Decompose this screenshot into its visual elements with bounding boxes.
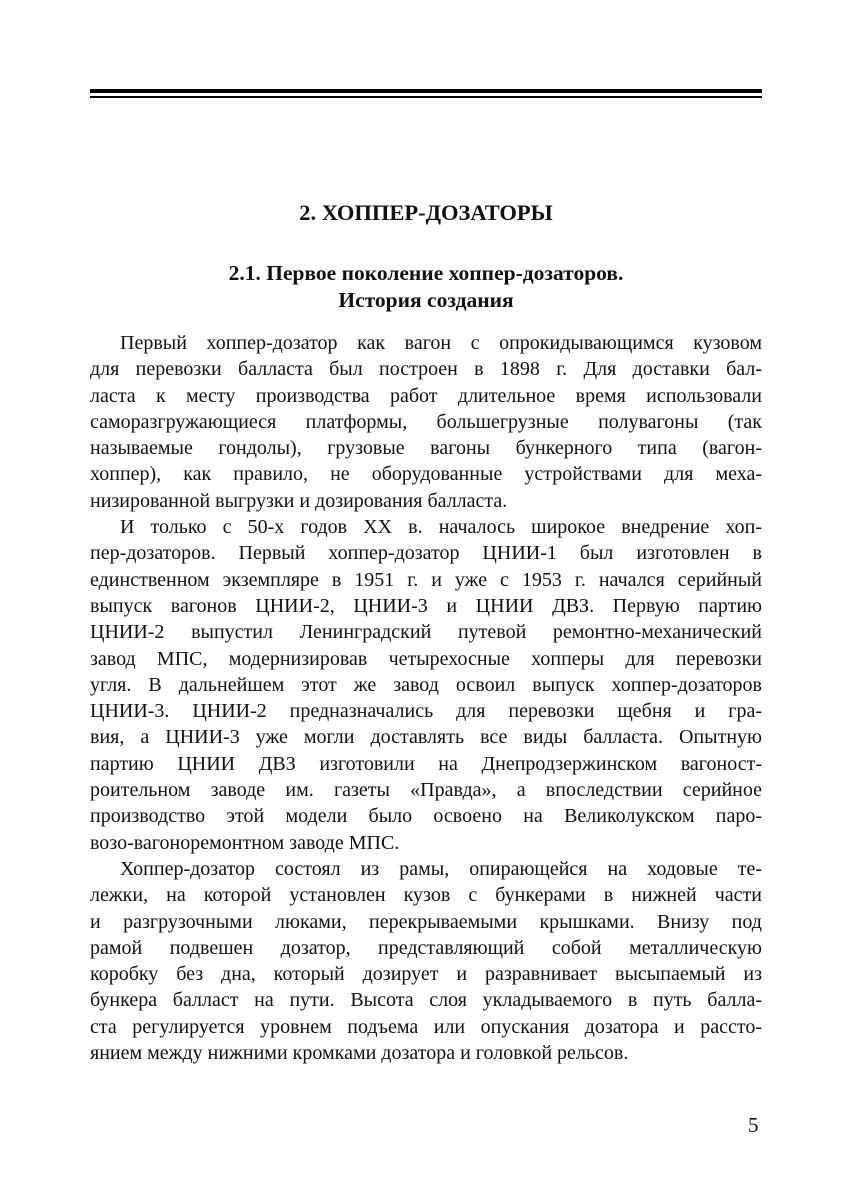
text-line: выпуск вагонов ЦНИИ-2, ЦНИИ-3 и ЦНИИ ДВЗ. Первую партию <box>90 594 762 617</box>
header-rule-thin <box>90 96 762 98</box>
text-line: завод МПС, модернизировав четырехосные хопперы для перевозки <box>90 647 762 670</box>
text-line: вия, а ЦНИИ-3 уже могли доставлять все виды балласта. Опытную <box>90 726 762 749</box>
paragraph <box>90 856 762 1066</box>
text-line: Первый хоппер-дозатор как вагон с опрокидывающимся кузовом <box>120 332 762 354</box>
text-line: для перевозки балласта был построен в 1898 г. Для доставки бал- <box>90 358 762 381</box>
text-line: лежки, на которой установлен кузов с бункерами в нижней части <box>90 884 762 907</box>
text-line: И только с 50-х годов XX в. началось широкое внедрение хоп- <box>120 516 762 539</box>
text-line: ЦНИИ-3. ЦНИИ-2 предназначались для перевозки щебня и гра- <box>90 700 762 723</box>
text-line: возо-вагоноремонтном заводе МПС. <box>90 831 400 854</box>
text-line: роительном заводе им. газеты «Правда», а впоследствии серийное <box>90 779 762 802</box>
text-line: рамой подвешен дозатор, представляющий собой металлическую <box>90 936 762 959</box>
paragraph <box>90 330 762 514</box>
body-text <box>90 330 762 1066</box>
text-line: коробку без дна, который дозирует и разравнивает высыпаемый из <box>90 963 762 986</box>
text-line: называемые гондолы), грузовые вагоны бункерного типа (вагон- <box>90 437 762 460</box>
header-rule-thick <box>90 89 762 93</box>
text-line: ЦНИИ-2 выпустил Ленинградский путевой ремонтно-механический <box>90 621 762 644</box>
text-line: производство этой модели было освоено на Великолукском паро- <box>90 805 762 828</box>
section-title <box>90 260 762 314</box>
text-line: низированной выгрузки и дозирования балласта. <box>90 489 508 512</box>
text-line: и разгрузочными люками, перекрываемыми крышками. Внизу под <box>90 910 762 933</box>
text-line: ста регулируется уровнем подъема или опускания дозатора и рассто- <box>90 1015 762 1038</box>
section-title-line: История создания <box>338 288 514 312</box>
text-line: партию ЦНИИ ДВЗ изготовили на Днепродзержинском вагоност- <box>90 752 762 775</box>
text-line: ласта к месту производства работ длительное время использовали <box>90 384 762 407</box>
text-line: угля. В дальнейшем этот же завод освоил выпуск хоппер-дозаторов <box>90 673 762 696</box>
chapter-title: 2. ХОППЕР-ДОЗАТОРЫ <box>299 200 553 225</box>
page-number: 5 <box>748 1113 759 1137</box>
text-line: бункера балласт на пути. Высота слоя укладываемого в путь балла- <box>90 989 762 1012</box>
section-title-line: 2.1. Первое поколение хоппер-дозаторов. <box>228 261 624 285</box>
text-line: единственном экземпляре в 1951 г. и уже с 1953 г. начался серийный <box>90 568 762 591</box>
paragraph <box>90 514 762 856</box>
text-line: саморазгружающиеся платформы, большегрузные полувагоны (так <box>90 410 762 433</box>
text-line: пер-дозаторов. Первый хоппер-дозатор ЦНИИ-1 был изготовлен в <box>90 542 762 565</box>
text-line: Хоппер-дозатор состоял из рамы, опирающейся на ходовые те- <box>120 857 762 880</box>
text-line: хоппер), как правило, не оборудованные устройствами для меха- <box>90 463 762 486</box>
text-line: янием между нижними кромками дозатора и головкой рельсов. <box>90 1042 629 1065</box>
